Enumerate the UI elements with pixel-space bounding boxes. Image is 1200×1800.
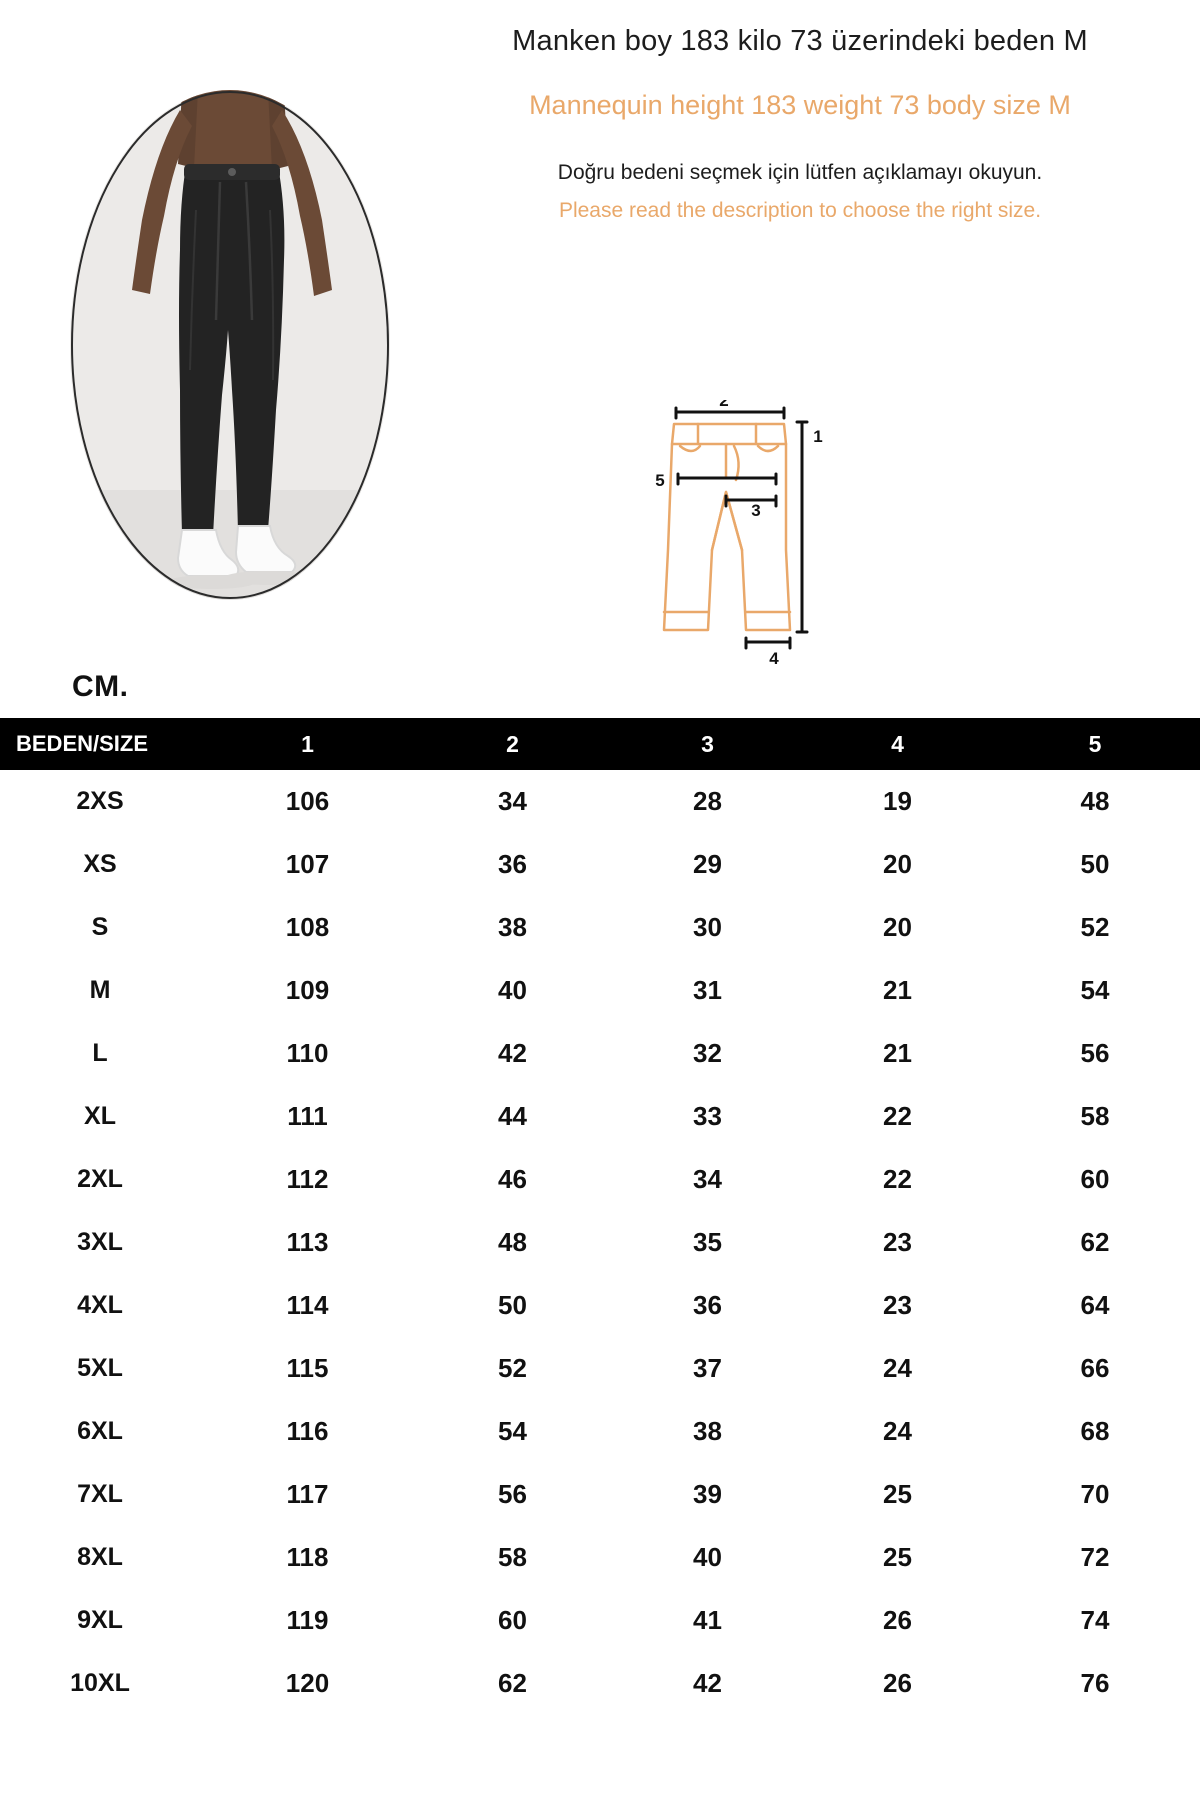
- diagram-label-5: 5: [655, 471, 665, 490]
- header-section: [0, 0, 1200, 703]
- cell-measure-1: 106: [285, 786, 330, 816]
- cell-measure-1: 119: [286, 1605, 329, 1635]
- cell-measure-1: 116: [286, 1416, 329, 1446]
- cell-measure-2: 46: [498, 1164, 527, 1194]
- cell-size: 5XL: [77, 1354, 123, 1382]
- cell-measure-4: 24: [883, 1353, 912, 1383]
- cell-measure-1: 108: [285, 912, 330, 942]
- diagram-label-3: 3: [751, 501, 761, 520]
- cell-measure-3: 40: [693, 1542, 722, 1572]
- cell-measure-2: 40: [498, 975, 527, 1005]
- cell-measure-2: 62: [498, 1668, 527, 1698]
- measurement-diagram: [650, 400, 890, 680]
- cell-measure-1: 120: [285, 1668, 330, 1698]
- cell-measure-3: 41: [693, 1605, 722, 1635]
- cell-measure-2: 60: [498, 1605, 527, 1635]
- cell-measure-5: 70: [1080, 1479, 1110, 1509]
- diagram-label-4: 4: [769, 649, 779, 668]
- cell-measure-2: 48: [498, 1227, 527, 1257]
- cell-measure-4: 19: [883, 786, 912, 816]
- column-header-4: 4: [805, 718, 990, 770]
- cell-size: M: [89, 976, 111, 1004]
- cell-measure-4: 22: [883, 1101, 912, 1131]
- cell-measure-5: 54: [1080, 975, 1110, 1005]
- cell-measure-5: 56: [1080, 1038, 1110, 1068]
- cell-measure-3: 42: [693, 1668, 722, 1698]
- table-header: [0, 718, 1200, 770]
- cell-measure-3: 38: [693, 1416, 722, 1446]
- table-header-row: [0, 718, 1200, 770]
- cell-measure-1: 115: [286, 1353, 329, 1383]
- cell-measure-3: 32: [693, 1038, 722, 1068]
- cell-measure-5: 64: [1080, 1290, 1110, 1320]
- cell-measure-2: 50: [498, 1290, 527, 1320]
- cell-measure-4: 22: [883, 1164, 912, 1194]
- description-turkish: Doğru bedeni seçmek için lütfen açıklamayı okuyun.: [557, 160, 1043, 184]
- table-row: [0, 1463, 1200, 1526]
- cell-measure-3: 35: [693, 1227, 722, 1257]
- column-header-3: 3: [610, 718, 805, 770]
- cell-measure-3: 30: [693, 912, 722, 942]
- cell-measure-4: 23: [883, 1290, 912, 1320]
- cell-size: XL: [84, 1102, 116, 1130]
- table-row: [0, 1652, 1200, 1715]
- cell-measure-5: 66: [1080, 1353, 1110, 1383]
- table-row: [0, 1274, 1200, 1337]
- table-row: [0, 833, 1200, 896]
- cell-size: S: [91, 913, 109, 941]
- cell-measure-4: 20: [883, 849, 912, 879]
- cell-size: 9XL: [77, 1606, 123, 1634]
- table-row: [0, 959, 1200, 1022]
- cell-size: XS: [83, 850, 117, 878]
- cell-measure-5: 58: [1080, 1101, 1110, 1131]
- cell-measure-2: 38: [498, 912, 527, 942]
- table-row: [0, 770, 1200, 833]
- table-row: [0, 1400, 1200, 1463]
- title-turkish: Manken boy 183 kilo 73 üzerindeki beden M: [512, 25, 1088, 57]
- size-table: [0, 718, 1200, 1715]
- cell-measure-2: 36: [498, 849, 527, 879]
- photo-oval-border: [70, 90, 390, 600]
- cell-measure-2: 42: [498, 1038, 527, 1068]
- cell-measure-4: 25: [883, 1479, 912, 1509]
- cell-measure-2: 34: [498, 786, 527, 816]
- cell-measure-2: 44: [498, 1101, 527, 1131]
- cell-measure-4: 25: [883, 1542, 912, 1572]
- cell-measure-3: 36: [693, 1290, 722, 1320]
- cell-measure-3: 28: [693, 786, 722, 816]
- cell-size: 6XL: [77, 1417, 123, 1445]
- cell-measure-5: 48: [1080, 786, 1110, 816]
- cell-measure-1: 118: [286, 1542, 329, 1572]
- model-photo: [70, 90, 390, 600]
- cell-size: 3XL: [77, 1228, 123, 1256]
- cell-measure-5: 72: [1080, 1542, 1110, 1572]
- cell-measure-1: 112: [286, 1164, 329, 1194]
- cell-measure-3: 31: [693, 975, 722, 1005]
- cell-measure-3: 39: [693, 1479, 722, 1509]
- table-body: [0, 770, 1200, 1715]
- table-row: [0, 1526, 1200, 1589]
- cell-measure-3: 29: [693, 849, 722, 879]
- cell-measure-1: 114: [286, 1290, 329, 1320]
- cell-measure-1: 110: [286, 1038, 329, 1068]
- description-english: Please read the description to choose the right size.: [558, 198, 1042, 222]
- cell-measure-5: 50: [1080, 849, 1110, 879]
- cell-measure-3: 34: [693, 1164, 722, 1194]
- cell-measure-5: 60: [1080, 1164, 1110, 1194]
- cell-measure-4: 26: [883, 1668, 912, 1698]
- table-row: [0, 1148, 1200, 1211]
- cell-measure-2: 54: [498, 1416, 527, 1446]
- column-header-size: BEDEN/SIZE: [0, 718, 200, 770]
- cell-size: 2XS: [76, 787, 124, 815]
- cell-measure-5: 68: [1080, 1416, 1110, 1446]
- cell-measure-3: 33: [693, 1101, 722, 1131]
- table-row: [0, 1085, 1200, 1148]
- cell-size: 8XL: [77, 1543, 123, 1571]
- cell-measure-2: 52: [498, 1353, 527, 1383]
- cell-size: L: [92, 1039, 108, 1067]
- trouser-diagram-svg: [650, 400, 890, 680]
- table-row: [0, 1022, 1200, 1085]
- cell-measure-2: 58: [498, 1542, 527, 1572]
- cell-measure-1: 109: [285, 975, 330, 1005]
- column-header-1: 1: [200, 718, 415, 770]
- cell-measure-4: 24: [883, 1416, 912, 1446]
- cell-measure-4: 23: [883, 1227, 912, 1257]
- cell-measure-5: 52: [1080, 912, 1110, 942]
- table-row: [0, 1589, 1200, 1652]
- unit-label: CM.: [72, 670, 129, 703]
- cell-measure-5: 74: [1080, 1605, 1110, 1635]
- column-header-5: 5: [990, 718, 1200, 770]
- cell-measure-4: 20: [883, 912, 912, 942]
- title-block: [430, 22, 1170, 223]
- cell-measure-1: 113: [286, 1227, 329, 1257]
- cell-measure-3: 37: [693, 1353, 722, 1383]
- table-row: [0, 896, 1200, 959]
- diagram-label-1: 1: [813, 427, 823, 446]
- column-header-2: 2: [415, 718, 610, 770]
- diagram-label-2: 2: [719, 400, 729, 410]
- cell-measure-5: 76: [1080, 1668, 1110, 1698]
- cell-measure-1: 111: [287, 1101, 328, 1131]
- title-english: Mannequin height 183 weight 73 body size M: [529, 90, 1071, 121]
- cell-size: 7XL: [77, 1480, 123, 1508]
- cell-size: 2XL: [77, 1165, 123, 1193]
- cell-measure-5: 62: [1080, 1227, 1110, 1257]
- cell-measure-2: 56: [498, 1479, 527, 1509]
- table-row: [0, 1337, 1200, 1400]
- cell-measure-4: 21: [883, 975, 912, 1005]
- cell-measure-4: 21: [883, 1038, 912, 1068]
- cell-measure-1: 117: [286, 1479, 329, 1509]
- cell-measure-1: 107: [285, 849, 330, 879]
- cell-size: 10XL: [70, 1669, 130, 1697]
- table-row: [0, 1211, 1200, 1274]
- cell-size: 4XL: [77, 1291, 123, 1319]
- cell-measure-4: 26: [883, 1605, 912, 1635]
